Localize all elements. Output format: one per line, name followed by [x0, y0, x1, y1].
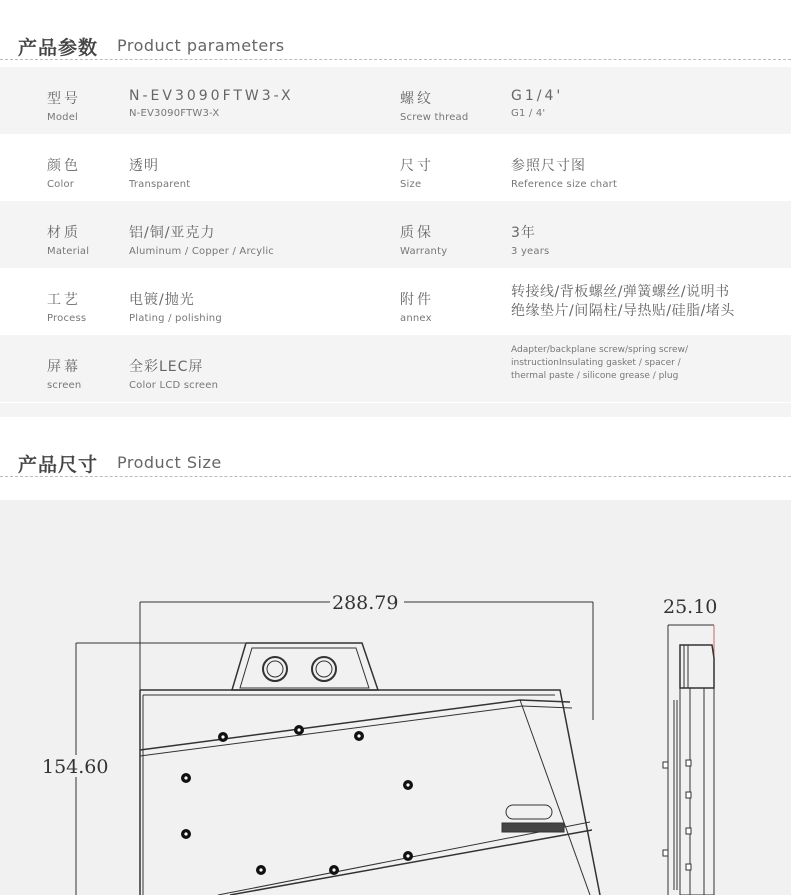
side-screw: [686, 828, 691, 834]
label-en: Process: [47, 313, 87, 324]
label-zh: 附件: [400, 292, 434, 308]
accessories-line-1: 转接线/背板螺丝/弹簧螺丝/说明书: [511, 284, 730, 300]
value-en: Reference size chart: [511, 179, 618, 190]
label-zh: 屏幕: [47, 359, 81, 375]
label-zh: 颜色: [47, 158, 81, 174]
terminal-inner: [240, 648, 369, 688]
terminal-block: [232, 643, 378, 690]
label-zh: 质保: [400, 225, 434, 241]
side-body: [680, 688, 714, 895]
value-en: Aluminum / Copper / Arcylic: [129, 246, 275, 257]
params-table: [0, 67, 791, 402]
table-bottom-bar: [0, 403, 791, 417]
param-row-material: [0, 201, 791, 268]
value-zh: 电镀/抛光: [129, 292, 195, 308]
value-en: G1 / 4': [511, 108, 546, 119]
technical-drawing: [0, 500, 791, 895]
label-zh: 螺纹: [400, 91, 434, 107]
side-screw: [686, 792, 691, 798]
label-en: screen: [47, 380, 82, 391]
port-left-inner: [267, 661, 283, 677]
param-row-process: [0, 268, 791, 335]
label-en: Color: [47, 179, 75, 190]
stripe-top-2: [140, 706, 572, 756]
block-diagonal-edge: [520, 700, 590, 895]
label-en: Screw thread: [400, 112, 469, 123]
value-zh: 全彩LEC屏: [129, 359, 204, 375]
header-divider: [0, 476, 791, 477]
value-zh: 3年: [511, 225, 536, 241]
value-zh: 参照尺寸图: [511, 158, 586, 174]
value-en: Transparent: [129, 179, 191, 190]
label-zh: 材质: [47, 225, 81, 241]
params-title-zh: 产品参数: [18, 37, 99, 59]
stripe-bottom-1: [230, 830, 592, 895]
accessories-en-line-1: Adapter/backplane screw/spring screw/: [511, 345, 688, 355]
height-dimension-label: 154.60: [42, 756, 109, 778]
side-screw: [686, 760, 691, 766]
stripe-top-1: [140, 700, 570, 750]
side-terminal: [680, 645, 714, 688]
label-en: Warranty: [400, 246, 448, 257]
value-zh: N-EV3090FTW3-X: [129, 88, 294, 104]
accessories-en-line-3: thermal paste / silicone grease / plug: [511, 371, 679, 381]
param-row-model: [0, 67, 791, 134]
value-en: 3 years: [511, 246, 550, 257]
port-right-inner: [316, 661, 332, 677]
value-zh: 透明: [129, 158, 159, 174]
value-en: N-EV3090FTW3-X: [129, 108, 220, 119]
dimension-drawing: [0, 500, 791, 895]
label-en: Material: [47, 246, 90, 257]
label-en: Size: [400, 179, 422, 190]
param-row-screen: [0, 335, 791, 402]
value-zh: G1/4': [511, 88, 564, 104]
label-en: annex: [400, 313, 432, 324]
label-zh: 型号: [47, 91, 81, 107]
side-screw: [663, 762, 668, 768]
size-title-en: Product Size: [117, 453, 222, 472]
size-section-header: [0, 440, 791, 490]
label-zh: 工艺: [47, 292, 81, 308]
side-screw: [663, 850, 668, 856]
block-outline: [140, 690, 600, 895]
header-divider: [0, 59, 791, 60]
params-section-header: [0, 22, 791, 72]
value-en: Plating / polishing: [129, 313, 222, 324]
thickness-dimension-label: 25.10: [663, 596, 718, 618]
value-zh: 铝/铜/亚克力: [129, 225, 216, 241]
width-dimension-label: 288.79: [332, 592, 399, 614]
size-title-zh: 产品尺寸: [18, 454, 99, 476]
params-title-en: Product parameters: [117, 36, 285, 55]
label-en: Model: [47, 112, 79, 123]
value-en: Color LCD screen: [129, 380, 219, 391]
accessories-en-line-2: instructionInsulating gasket / spacer /: [511, 358, 681, 368]
brand-logo-plate: [502, 823, 564, 832]
side-screw: [686, 864, 691, 870]
accessories-line-2: 绝缘垫片/间隔柱/导热贴/硅脂/堵头: [511, 303, 735, 319]
label-zh: 尺寸: [400, 158, 434, 174]
param-row-color: [0, 134, 791, 201]
logo-plate-outline: [506, 805, 552, 819]
